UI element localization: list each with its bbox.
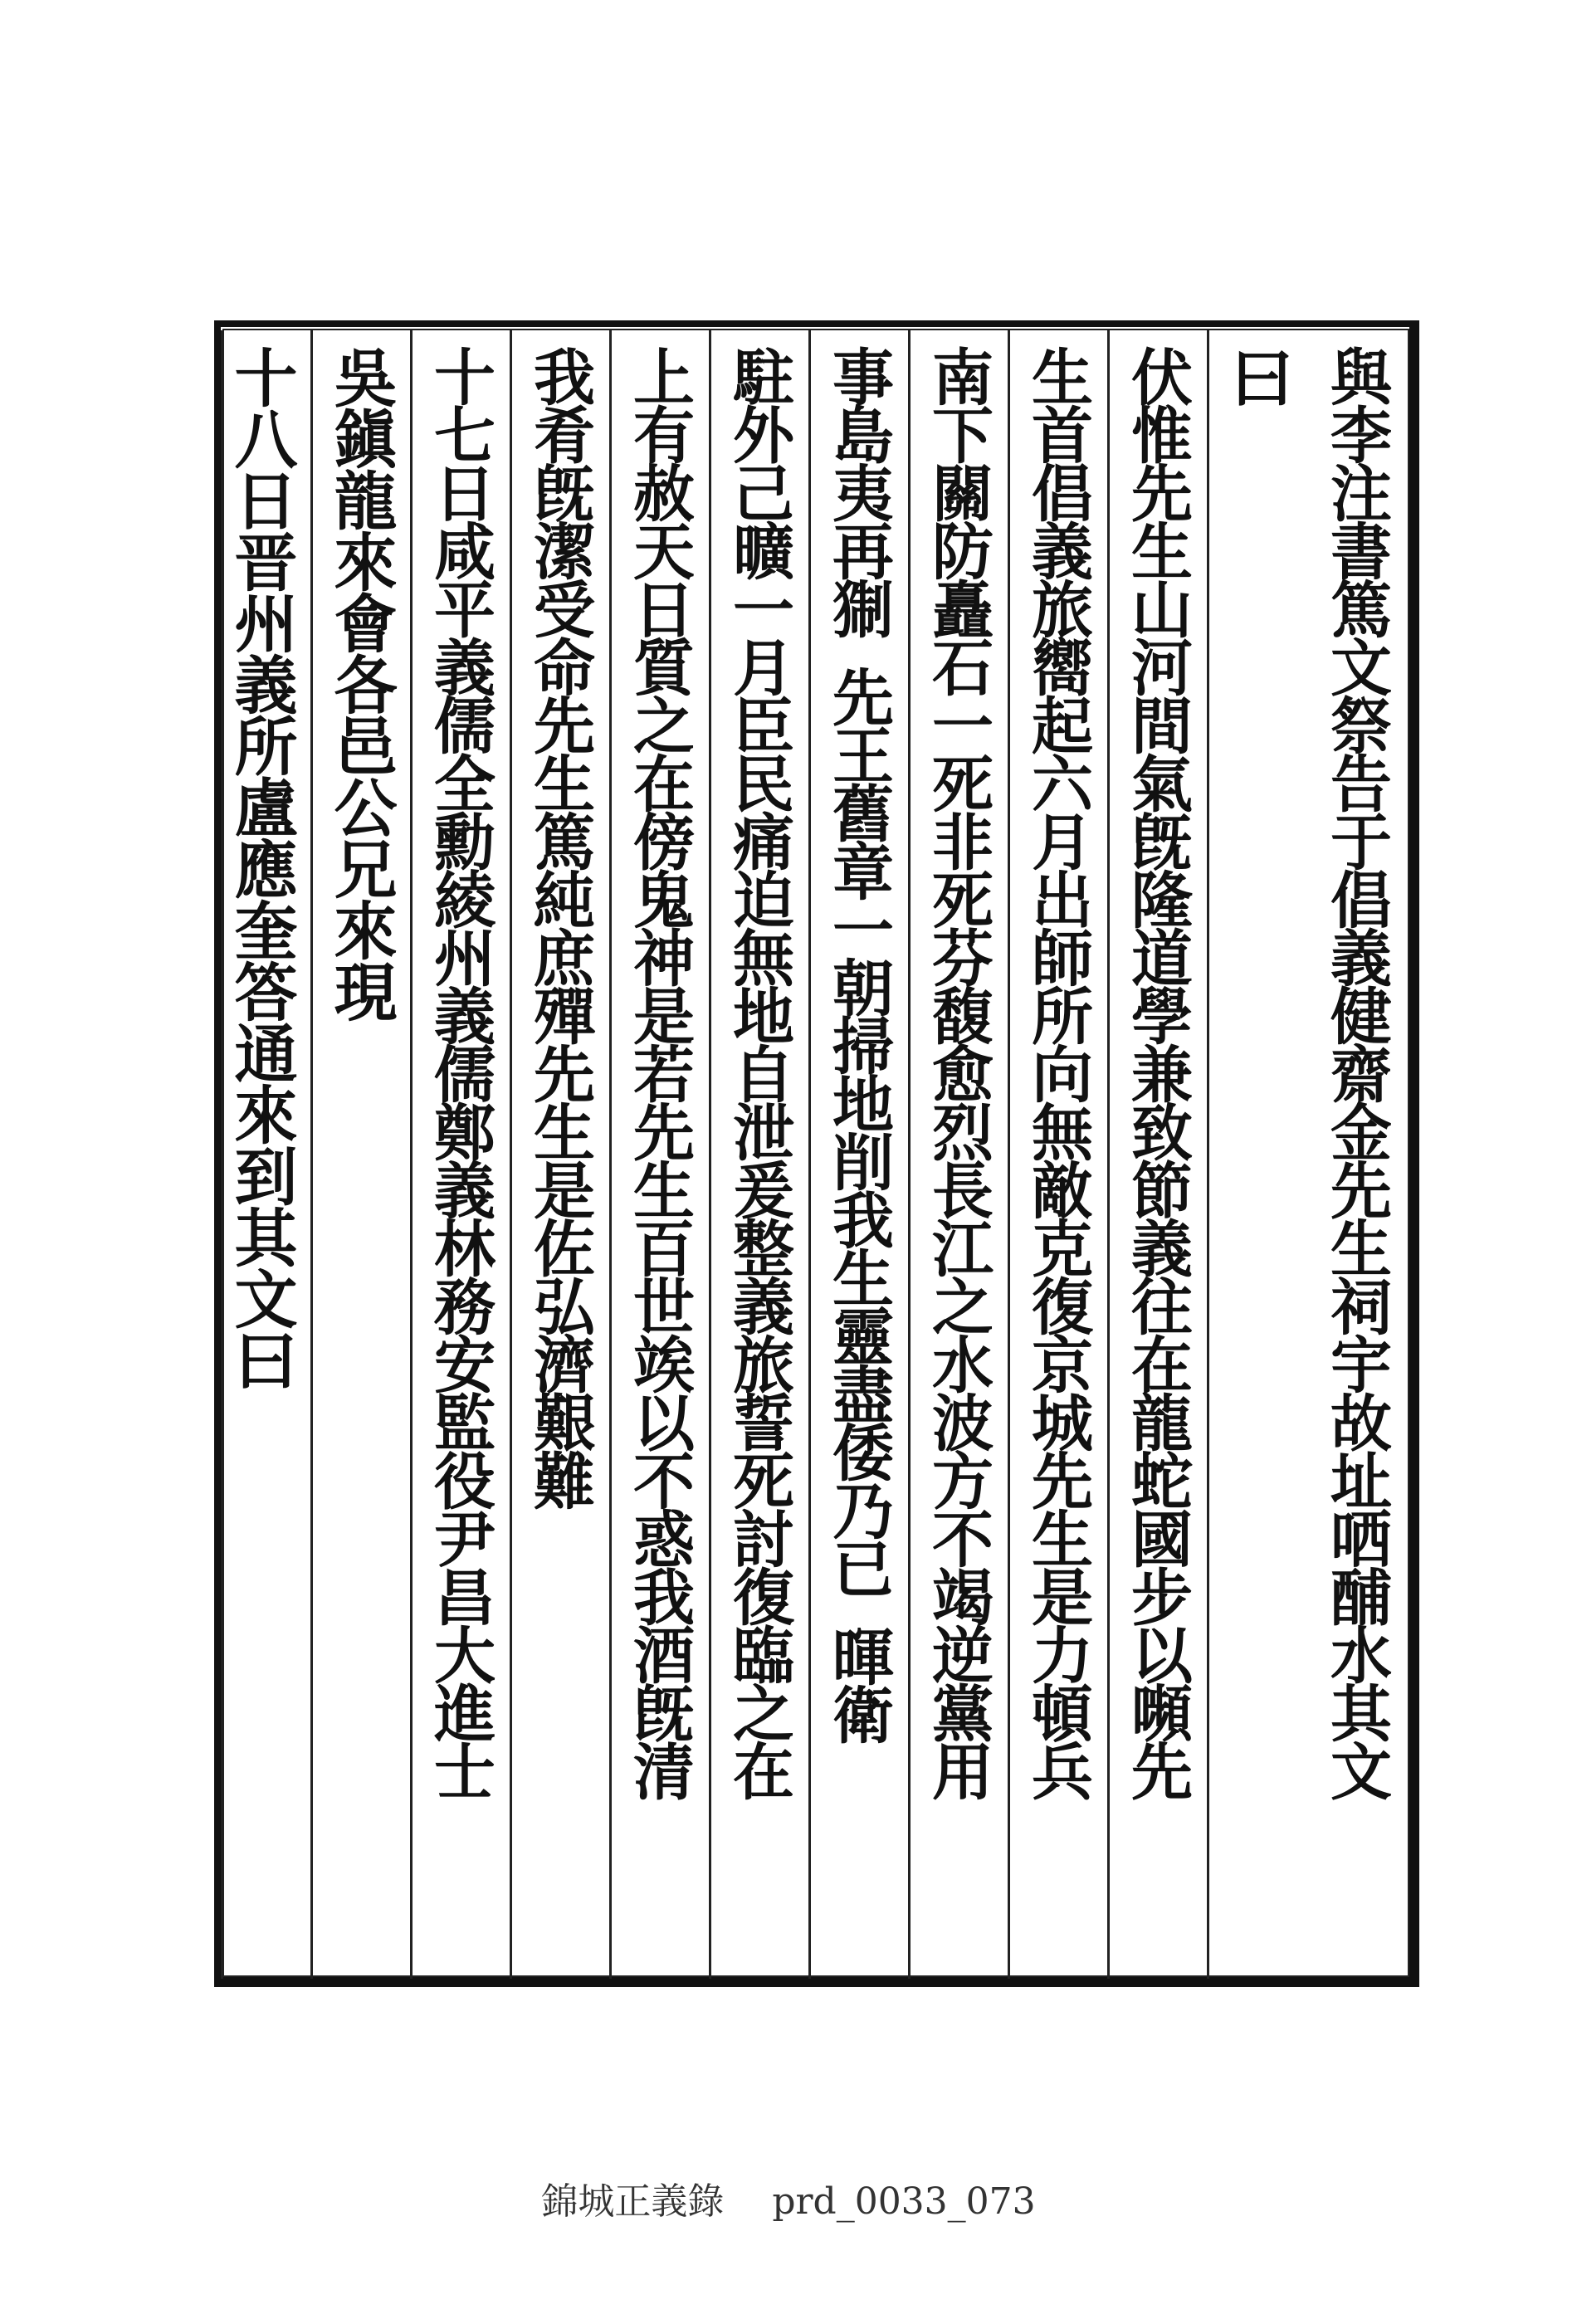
text-column-5 (908, 330, 1008, 1979)
text-column-2 (1207, 330, 1306, 1979)
column-text: 駐外己曠一月臣民痛迫無地自泄爰整義旅誓死討復臨之在 (723, 345, 794, 1798)
text-column-10 (410, 330, 510, 1979)
text-column-8 (609, 330, 709, 1979)
text-column-9 (510, 330, 609, 1979)
column-text: 生首倡義旅嚮起六月出師所向無敵克復京城先生是力頓兵 (1022, 345, 1093, 1798)
text-column-1 (1306, 330, 1406, 1979)
column-text (811, 345, 908, 1979)
column-text-part-1: 事島夷再猘 (823, 345, 894, 636)
column-text-part-3: 暉衛 (823, 1625, 894, 1741)
column-text: 上有赦天日質之在傍鬼神是若先生百世竢以不惑我酒旣清 (623, 345, 695, 1798)
text-column-11 (310, 330, 410, 1979)
footer-title: 錦城正義錄 (541, 2180, 725, 2223)
column-text: 十七日咸平義儒全勳綾州義儒鄭義林務安監役尹昌大進士 (424, 345, 496, 1798)
footer-code: prd_0033_073 (772, 2180, 1036, 2223)
text-column-6 (808, 330, 908, 1979)
column-text: 南下關防矗石一死非死芬馥愈烈長江之水波方不竭逆黨用 (922, 345, 994, 1798)
text-column-7 (709, 330, 808, 1979)
column-text: 曰 (1220, 345, 1294, 407)
page-footer (0, 2171, 1577, 2224)
text-column-12 (221, 330, 310, 1979)
column-text: 我肴旣潔受命先生篤純庶殫先生是佐弘濟艱難 (524, 345, 595, 1507)
text-column-4 (1008, 330, 1107, 1979)
column-text: 吳鎭龍來會各邑公兄來現 (324, 345, 398, 1021)
column-text: 與李注書篤文祭告于倡義健齋金先生祠宇故址哂酺水其文 (1321, 345, 1392, 1798)
column-text: 伏惟先生山河間氣旣隆道學兼致節義往在龍蛇國步以嚬先 (1121, 345, 1193, 1798)
column-text: 十八日晋州義所盧應奎答通來到其文曰 (224, 345, 298, 1389)
text-column-3 (1107, 330, 1207, 1979)
column-text-part-2: 先王舊章一朝掃地削我生靈盡倭乃已 (823, 666, 894, 1595)
